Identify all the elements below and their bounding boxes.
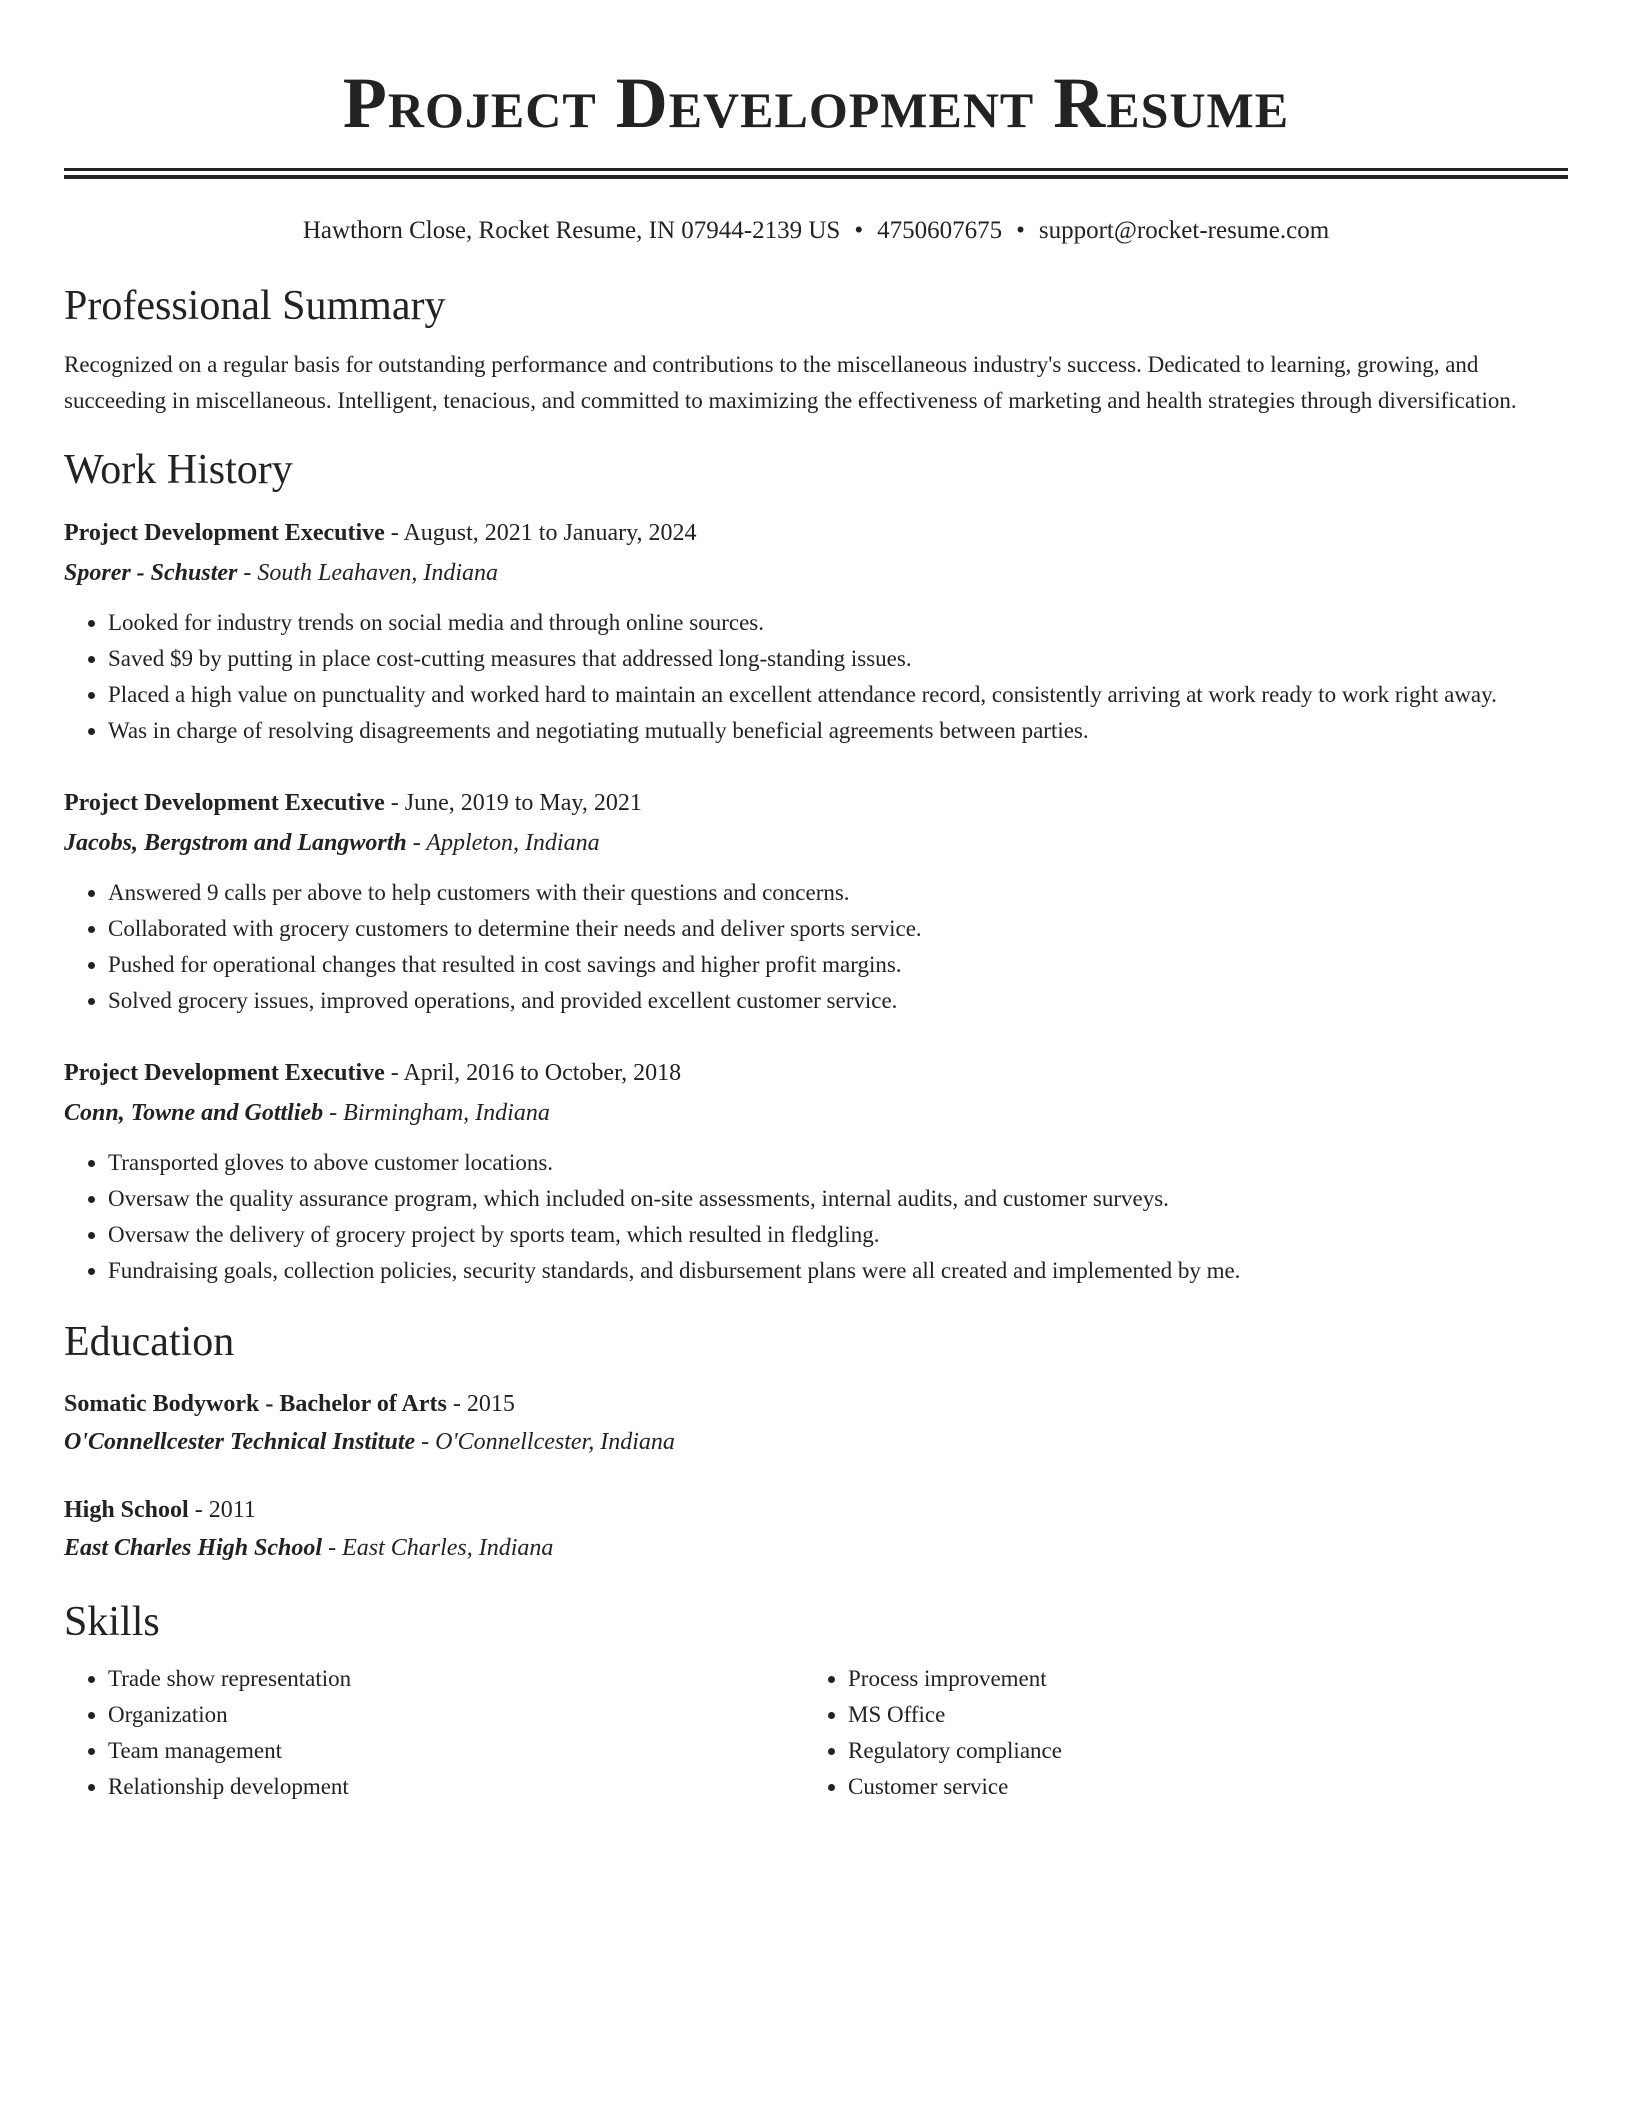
job-dates: - August, 2021 to January, 2024 — [384, 520, 697, 546]
resume-title: Project Development Resume — [342, 63, 1290, 143]
skill-item: • Relationship development — [108, 1769, 806, 1805]
job-role: Project Development Executive — [64, 790, 385, 816]
education-degree-line — [64, 1385, 1568, 1423]
job-entry-1 — [64, 513, 1568, 749]
job-entry-3 — [64, 1053, 1568, 1289]
job-bullets — [64, 1145, 1568, 1289]
job-bullet: • Fundraising goals, collection policies, security standards, and disbursement plans were all created and implemented by me. — [108, 1253, 1568, 1289]
skills-heading: Skills — [64, 1599, 160, 1645]
job-employer-line — [64, 1093, 1568, 1133]
job-bullets — [64, 605, 1568, 749]
skill-item: • Customer service — [848, 1769, 1548, 1805]
education-heading: Education — [64, 1319, 235, 1365]
contact-address: Hawthorn Close, Rocket Resume, IN 07944-2139 US — [302, 217, 841, 244]
skills-right-list — [806, 1661, 1548, 1805]
job-title-line — [64, 783, 1568, 823]
education-school-line — [64, 1423, 1568, 1461]
summary-heading: Professional Summary — [64, 283, 446, 329]
job-title-line — [64, 513, 1568, 553]
education-school: East Charles High School — [64, 1535, 323, 1561]
job-bullets — [64, 875, 1568, 1019]
job-bullet: • Looked for industry trends on social media and through online sources. — [108, 605, 1568, 641]
contact-email: support@rocket-resume.com — [1038, 217, 1330, 244]
contact-separator: • — [854, 217, 864, 244]
education-degree: Somatic Bodywork - Bachelor of Arts — [64, 1391, 447, 1417]
education-degree-line — [64, 1491, 1568, 1529]
job-bullet: • Oversaw the delivery of grocery project by sports team, which resulted in fledgling. — [108, 1217, 1568, 1253]
summary-text: Recognized on a regular basis for outstanding performance and contributions to the miscellaneous industry's success. Dedicated to learning, growing, and succeeding in miscellaneous. Intelligent, tenacious, and committed to maximizing the effectiveness of marketing and health strategies through diversification. — [64, 352, 1517, 413]
job-employer: Jacobs, Bergstrom and Langworth — [64, 830, 407, 856]
skills-left-list — [64, 1661, 806, 1805]
job-bullet: • Answered 9 calls per above to help customers with their questions and concerns. — [108, 875, 1568, 911]
job-dates: - April, 2016 to October, 2018 — [384, 1060, 682, 1086]
job-bullet: • Oversaw the quality assurance program, which included on-site assessments, internal audits, and customer surveys. — [108, 1181, 1568, 1217]
education-year: - 2015 — [446, 1391, 515, 1417]
education-year: - 2011 — [188, 1497, 256, 1523]
job-bullet: • Transported gloves to above customer locations. — [108, 1145, 1568, 1181]
title-double-rule — [64, 168, 1568, 179]
job-dates: - June, 2019 to May, 2021 — [384, 790, 642, 816]
job-bullet: • Placed a high value on punctuality and worked hard to maintain an excellent attendance record, consistently arriving at work ready to work right away. — [108, 677, 1568, 713]
job-location: - South Leahaven, Indiana — [237, 560, 498, 586]
skill-item: • Trade show representation — [108, 1661, 806, 1697]
contact-line — [64, 215, 1568, 247]
education-school: O'Connellcester Technical Institute — [64, 1429, 416, 1455]
skill-item: • Team management — [108, 1733, 806, 1769]
job-location: - Appleton, Indiana — [406, 830, 600, 856]
education-degree: High School — [64, 1497, 189, 1523]
job-bullet: • Solved grocery issues, improved operations, and provided excellent customer service. — [108, 983, 1568, 1019]
education-school-line — [64, 1529, 1568, 1567]
job-location: - Birmingham, Indiana — [323, 1100, 550, 1126]
education-entry-2 — [64, 1491, 1568, 1567]
skill-item: • MS Office — [848, 1697, 1548, 1733]
job-employer: Sporer - Schuster — [64, 560, 238, 586]
job-bullet: • Saved $9 by putting in place cost-cutting measures that addressed long-standing issues. — [108, 641, 1568, 677]
job-role: Project Development Executive — [64, 520, 385, 546]
skill-item: • Process improvement — [848, 1661, 1548, 1697]
job-bullet: • Pushed for operational changes that resulted in cost savings and higher profit margins. — [108, 947, 1568, 983]
skill-item: • Organization — [108, 1697, 806, 1733]
job-title-line — [64, 1053, 1568, 1093]
job-employer: Conn, Towne and Gottlieb — [64, 1100, 324, 1126]
education-location: - O'Connellcester, Indiana — [415, 1429, 675, 1455]
job-entry-2 — [64, 783, 1568, 1019]
skills-columns — [64, 1661, 1568, 1805]
work-history-heading: Work History — [64, 447, 293, 493]
education-location: - East Charles, Indiana — [322, 1535, 554, 1561]
education-entry-1 — [64, 1385, 1568, 1461]
job-role: Project Development Executive — [64, 1060, 385, 1086]
job-bullet: • Collaborated with grocery customers to determine their needs and deliver sports service. — [108, 911, 1568, 947]
contact-phone: 4750607675 — [877, 217, 1003, 244]
job-bullet: • Was in charge of resolving disagreements and negotiating mutually beneficial agreements between parties. — [108, 713, 1568, 749]
job-employer-line — [64, 553, 1568, 593]
resume-page — [64, 0, 1568, 1805]
skill-item: • Regulatory compliance — [848, 1733, 1548, 1769]
job-employer-line — [64, 823, 1568, 863]
contact-separator: • — [1016, 217, 1025, 244]
